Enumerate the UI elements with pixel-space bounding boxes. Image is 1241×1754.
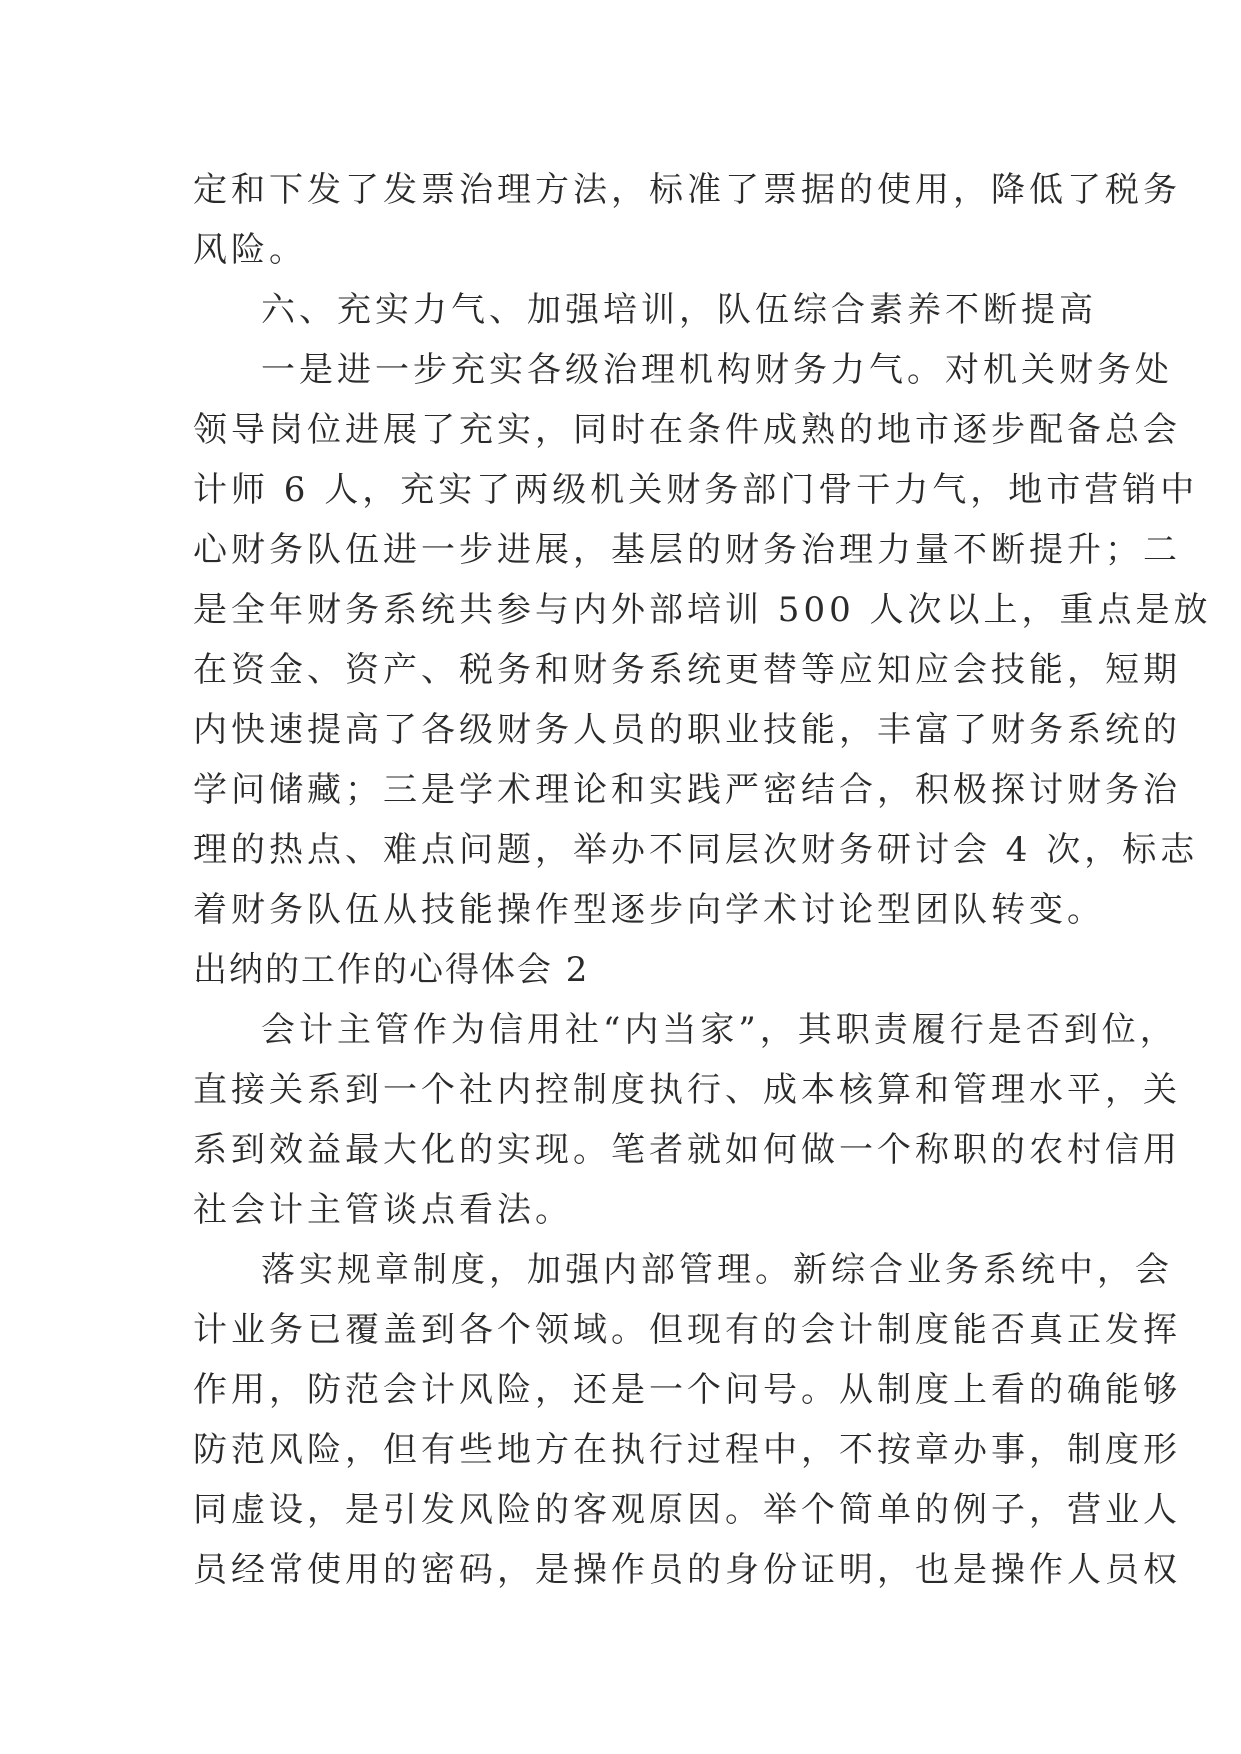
text-line: 作用，防范会计风险，还是一个问号。从制度上看的确能够	[193, 1370, 1181, 1410]
text-line: 着财务队伍从技能操作型逐步向学术讨论型团队转变。	[193, 890, 1105, 930]
text-line: 心财务队伍进一步进展，基层的财务治理力量不断提升；二	[193, 530, 1181, 570]
text-line: 计师 6 人，充实了两级机关财务部门骨干力气，地市营销中	[193, 470, 1199, 510]
article-title: 出纳的工作的心得体会 2	[193, 950, 590, 990]
text-line: 理的热点、难点问题，举办不同层次财务研讨会 4 次，标志	[193, 830, 1199, 870]
text-line: 学问储藏；三是学术理论和实践严密结合，积极探讨财务治	[193, 770, 1181, 810]
text-line: 是全年财务系统共参与内外部培训 500 人次以上，重点是放	[193, 590, 1212, 630]
document-body	[193, 160, 1212, 1600]
text-line: 会计主管作为信用社“内当家”，其职责履行是否到位，	[261, 1010, 1178, 1050]
text-line: 定和下发了发票治理方法，标准了票据的使用，降低了税务	[193, 170, 1181, 210]
text-line: 计业务已覆盖到各个领域。但现有的会计制度能否真正发挥	[193, 1310, 1181, 1350]
text-line: 一是进一步充实各级治理机构财务力气。对机关财务处	[261, 350, 1173, 390]
text-line: 系到效益最大化的实现。笔者就如何做一个称职的农村信用	[193, 1130, 1181, 1170]
text-line: 直接关系到一个社内控制度执行、成本核算和管理水平，关	[193, 1070, 1181, 1110]
text-line: 在资金、资产、税务和财务系统更替等应知应会技能，短期	[193, 650, 1181, 690]
text-line: 员经常使用的密码，是操作员的身份证明，也是操作人员权	[193, 1550, 1181, 1590]
text-line: 社会计主管谈点看法。	[193, 1190, 573, 1230]
section-heading: 六、充实力气、加强培训，队伍综合素养不断提高	[261, 290, 1097, 330]
text-line: 内快速提高了各级财务人员的职业技能，丰富了财务系统的	[193, 710, 1181, 750]
text-line: 落实规章制度，加强内部管理。新综合业务系统中，会	[261, 1250, 1173, 1290]
text-line: 领导岗位进展了充实，同时在条件成熟的地市逐步配备总会	[193, 410, 1181, 450]
text-line: 防范风险，但有些地方在执行过程中，不按章办事，制度形	[193, 1430, 1181, 1470]
text-line: 风险。	[193, 230, 307, 270]
text-line: 同虚设，是引发风险的客观原因。举个简单的例子，营业人	[193, 1490, 1181, 1530]
